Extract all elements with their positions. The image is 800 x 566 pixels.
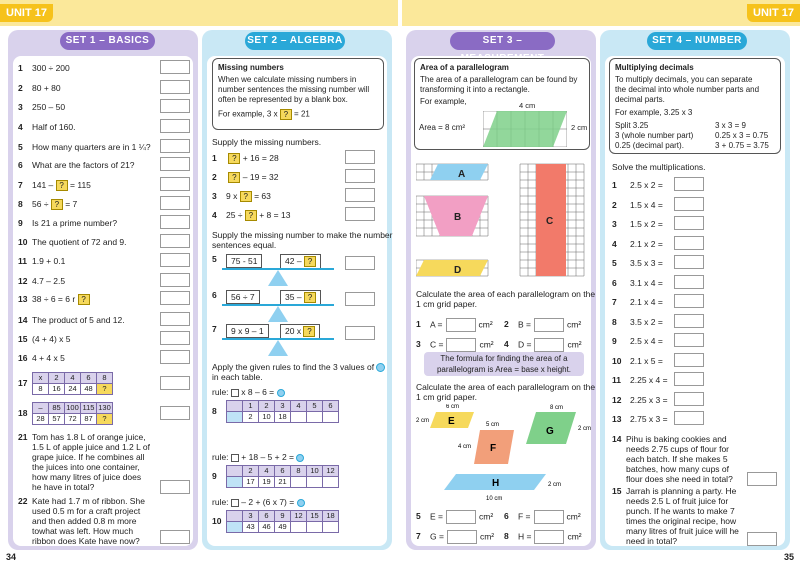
svg-text:5 cm: 5 cm	[486, 422, 500, 428]
set1-table-question: 17x 2 4 6 8 8 16 24 48 ?	[18, 372, 113, 395]
note-example: For example, 3 x	[218, 109, 278, 119]
shape-d-label: D	[454, 265, 462, 276]
area-label: Area = 8 cm²	[419, 123, 466, 132]
shape-a-label: A	[458, 169, 466, 180]
set4-question: 13 2.75 x 3 =	[612, 414, 668, 424]
page-number-right: 35	[783, 552, 794, 562]
answer-box[interactable]	[674, 294, 704, 308]
answer-box[interactable]	[674, 177, 704, 191]
set4-question: 8 3.5 x 2 =	[612, 316, 663, 327]
answer-box[interactable]	[674, 314, 704, 328]
missing-box: ?	[56, 180, 68, 191]
area-answer: 2 B = cm²	[504, 318, 581, 332]
set4-question: 3 1.5 x 2 =	[612, 219, 663, 229]
calc-instruction-2: 1 cm grid paper.	[416, 299, 477, 309]
set1-question: 10 The quotient of 72 and 9.	[18, 237, 127, 247]
set2-question: 3 9 x ? = 63	[212, 191, 271, 202]
solve-instruction: Solve the multiplications.	[612, 162, 706, 172]
answer-box[interactable]	[160, 376, 190, 390]
example-parallelogram	[483, 111, 567, 147]
answer-box[interactable]	[345, 169, 375, 183]
rule-table: 8 1 2 3 4 5 6 2 10 18	[212, 400, 339, 423]
set1-question: 3 250 – 50	[18, 102, 66, 112]
left-page	[0, 0, 398, 566]
set4-title: SET 4 – NUMBER	[647, 32, 747, 50]
missing-box: ?	[245, 210, 257, 221]
balance-scale: 5 75 - 51 42 – ?	[212, 254, 352, 288]
answer-box[interactable]	[160, 291, 190, 305]
shape-b-label: B	[454, 212, 462, 223]
rule-table: 9 2 4 6 8 10 12 17 19 21	[212, 465, 339, 488]
set1-question: 2 80 + 80	[18, 83, 61, 93]
set1-question: 6 What are the factors of 21?	[18, 160, 135, 170]
set4-question: 7 2.1 x 4 =	[612, 297, 663, 307]
answer-box[interactable]	[160, 406, 190, 420]
answer-box[interactable]	[674, 392, 704, 406]
area-answer: 8 H = cm²	[504, 530, 582, 544]
missing-box: ?	[280, 109, 292, 120]
answer-box[interactable]	[160, 177, 190, 191]
answer-box[interactable]	[160, 331, 190, 345]
answer-box[interactable]	[674, 255, 704, 269]
balance-scale: 7 9 x 9 – 1 20 x ?	[212, 324, 352, 358]
area-answer: 4 D = cm²	[504, 338, 582, 352]
svg-text:4 cm: 4 cm	[458, 444, 472, 450]
answer-box[interactable]	[160, 157, 190, 171]
svg-text:F: F	[490, 443, 497, 454]
answer-box[interactable]	[345, 292, 375, 306]
note-title: Area of a parallelogram	[420, 63, 509, 72]
note-line: often be represented by a blank box.	[218, 95, 348, 104]
set4-question: 12 2.25 x 3 =	[612, 394, 668, 405]
formula-line: The formula for finding the area of a	[440, 354, 568, 363]
circle-icon	[376, 363, 385, 372]
note-example: For example,	[420, 97, 467, 106]
balance-scale: 6 56 ÷ 7 35 – ?	[212, 290, 352, 324]
note-line: The area of a parallelogram can be found by	[420, 75, 578, 84]
area-answer: 5 E = cm²	[416, 510, 493, 524]
answer-box[interactable]	[674, 353, 704, 367]
word-problem: 15 Jarrah is planning a party. He needs 2.5 L of fruit juice for punch. If he wants to make 7 times the original recipe, how many litres of fruit juice will he need in total?	[612, 486, 739, 546]
rule-table: 10 3 6 9 12 15 18 43 46 49	[212, 510, 339, 533]
missing-box: ?	[78, 294, 90, 305]
svg-text:8 cm: 8 cm	[550, 405, 564, 411]
word-problem: 14 Pihu is baking cookies and needs 2.75 cups of flour for each batch. If she makes 5 batches, how many cups of flour does she need in total?	[612, 434, 733, 484]
svg-text:2 cm: 2 cm	[416, 418, 430, 424]
decimals-note: Multiplying decimals To multiply decimals, you can separate the decimal into whole number parts and decimal parts. For example, 3.25 x 3 Split 3.25 3 (whole number part) 0.25 (decimal part). 3 x 3 = 9 0.25 x 3 = 0.75 3 + 0.75 = 3.75	[609, 58, 781, 154]
set2-question: 4 25 ÷ ? + 8 = 13	[212, 210, 291, 221]
set4-question: 11 2.25 x 4 =	[612, 375, 668, 385]
set1-question: 4 Half of 160.	[18, 122, 76, 132]
calc-instruction-1: Calculate the area of each parallelogram on the	[416, 289, 596, 299]
word-problem: 22 Kate had 1.7 m of ribbon. She used 0.5 m for a craft project and then added 0.8 m more towhat was left. How much ribbon does Kate have now?	[18, 496, 145, 546]
svg-text:H: H	[492, 478, 500, 489]
set4-question: 1 2.5 x 2 =	[612, 180, 663, 190]
formula-line: parallelogram is Area = base x height.	[436, 365, 572, 374]
word-problem: 21 Tom has 1.8 L of orange juice, 1.5 L of apple juice and 1.2 L of grape juice. If he combines all the juices into one container, how many litres of juice does he have in total?	[18, 432, 150, 492]
set2-question: 2 ? – 19 = 32	[212, 172, 279, 183]
answer-box[interactable]	[345, 150, 375, 164]
svg-text:6 cm: 6 cm	[446, 404, 460, 410]
missing-box: ?	[228, 153, 240, 164]
answer-box[interactable]	[160, 119, 190, 133]
set4-question: 10 2.1 x 5 =	[612, 355, 663, 366]
set4-question: 5 3.5 x 3 =	[612, 258, 663, 268]
svg-text:2 cm: 2 cm	[548, 482, 562, 488]
set1-question: 1 300 ÷ 200	[18, 63, 70, 73]
set1-question: 15 (4 + 4) x 5	[18, 334, 71, 344]
grid-shapes	[416, 160, 591, 280]
parallelogram-shapes	[416, 404, 592, 502]
set1-question: 14 The product of 5 and 12.	[18, 315, 125, 325]
formula-box	[424, 352, 584, 376]
answer-box[interactable]	[674, 236, 704, 250]
answer-box[interactable]	[345, 256, 375, 270]
shape-c-label: C	[546, 216, 554, 227]
answer-box[interactable]	[345, 207, 375, 221]
set3-title: SET 3 –	[450, 32, 555, 50]
set4-question: 2 1.5 x 4 =	[612, 199, 663, 210]
svg-text:10 cm: 10 cm	[486, 496, 503, 502]
set1-question: 9 Is 21 a prime number?	[18, 218, 118, 228]
answer-box[interactable]	[674, 372, 704, 386]
unit-label: UNIT 17	[0, 4, 53, 22]
svg-text:E: E	[448, 416, 455, 427]
dim-top: 4 cm	[519, 101, 536, 110]
set2-question: 1 ? + 16 = 28	[212, 153, 279, 164]
answer-box[interactable]	[160, 80, 190, 94]
equal-instruction-1: Supply the missing number to make the number	[212, 230, 393, 240]
note-line: the decimal into whole number parts and	[615, 85, 760, 94]
answer-box[interactable]	[674, 275, 704, 289]
answer-box[interactable]	[160, 480, 190, 494]
missing-box: ?	[240, 191, 252, 202]
note-line: transforming it into a rectangle.	[420, 85, 530, 94]
answer-box[interactable]	[160, 273, 190, 287]
answer-box[interactable]	[160, 312, 190, 326]
note-line: When we calculate missing numbers in	[218, 75, 357, 84]
area-answer: 7 G = cm²	[416, 530, 494, 544]
note-title: Multiplying decimals	[615, 63, 694, 72]
answer-box[interactable]	[160, 60, 190, 74]
answer-box[interactable]	[345, 188, 375, 202]
set1-question: 12 4.7 – 2.5	[18, 276, 66, 286]
set1-table-question: 18– 85 100 115 130 28 57 72 87 ?	[18, 403, 111, 423]
missing-box: ?	[228, 172, 240, 183]
set4-question: 4 2.1 x 2 =	[612, 238, 663, 249]
note-line: To multiply decimals, you can separate	[615, 75, 753, 84]
note-title: Missing numbers	[218, 63, 284, 72]
answer-box[interactable]	[674, 411, 704, 425]
note-line: decimal parts.	[615, 95, 665, 104]
set1-question: 8 56 ÷ ? = 7	[18, 199, 78, 210]
note-line: number sentences the missing number will	[218, 85, 370, 94]
page-number-left: 34	[6, 552, 17, 562]
dim-side: 2 cm	[571, 123, 588, 132]
missing-box: ?	[51, 199, 63, 210]
rules-instruction-2: in each table.	[212, 372, 263, 382]
answer-box[interactable]	[160, 350, 190, 364]
missing-numbers-note	[212, 58, 384, 130]
answer-box[interactable]	[160, 234, 190, 248]
note-example: For example, 3.25 x 3	[615, 108, 693, 117]
set2-title: SET 2 – ALGEBRA	[245, 32, 345, 50]
rule-label: rule: x 8 – 6 =	[212, 387, 285, 397]
set1-question: 7 141 – ? = 115	[18, 180, 91, 191]
set1-question: 5 How many quarters are in 1 ¼?	[18, 142, 151, 152]
equal-instruction-2: sentences equal.	[212, 240, 277, 250]
answer-box[interactable]	[747, 532, 777, 546]
area-answer: 1 A = cm²	[416, 318, 493, 332]
answer-box[interactable]	[674, 333, 704, 347]
answer-box[interactable]	[160, 196, 190, 210]
set4-question: 6 3.1 x 4 =	[612, 277, 663, 288]
rule-label: rule: + 18 – 5 + 2 =	[212, 452, 304, 462]
calc2-instruction-2: 1 cm grid paper.	[416, 392, 477, 402]
supply-instruction: Supply the missing numbers.	[212, 137, 322, 147]
header-bar	[0, 0, 398, 26]
set1-question: 11 1.9 + 0.1	[18, 256, 66, 266]
header-bar	[402, 0, 800, 26]
answer-box[interactable]	[160, 139, 190, 153]
note-example-end: = 21	[294, 109, 310, 119]
rules-instruction-1: Apply the given rules to find the 3 values of	[212, 362, 385, 372]
set1-question: 13 38 ÷ 6 = 6 r ?	[18, 294, 90, 305]
answer-box[interactable]	[160, 530, 190, 544]
right-page	[402, 0, 800, 566]
answer-box[interactable]	[674, 197, 704, 211]
unit-label: UNIT 17	[747, 4, 800, 22]
svg-text:2 cm: 2 cm	[578, 426, 592, 432]
set1-title: SET 1 – BASICS	[60, 32, 155, 50]
calc2-instruction-1: Calculate the area of each parallelogram on the	[416, 382, 596, 392]
area-answer: 6 F = cm²	[504, 510, 581, 524]
area-answer: 3 C = cm²	[416, 338, 494, 352]
svg-text:G: G	[546, 426, 554, 437]
answer-box[interactable]	[160, 253, 190, 267]
set4-question: 9 2.5 x 4 =	[612, 336, 663, 346]
answer-box[interactable]	[160, 215, 190, 229]
answer-box[interactable]	[674, 216, 704, 230]
rule-label: rule: – 2 + (6 x 7) =	[212, 497, 305, 507]
parallelogram-note	[414, 58, 590, 150]
set1-question: 16 4 + 4 x 5	[18, 353, 65, 363]
answer-box[interactable]	[345, 326, 375, 340]
answer-box[interactable]	[160, 99, 190, 113]
answer-box[interactable]	[747, 472, 777, 486]
